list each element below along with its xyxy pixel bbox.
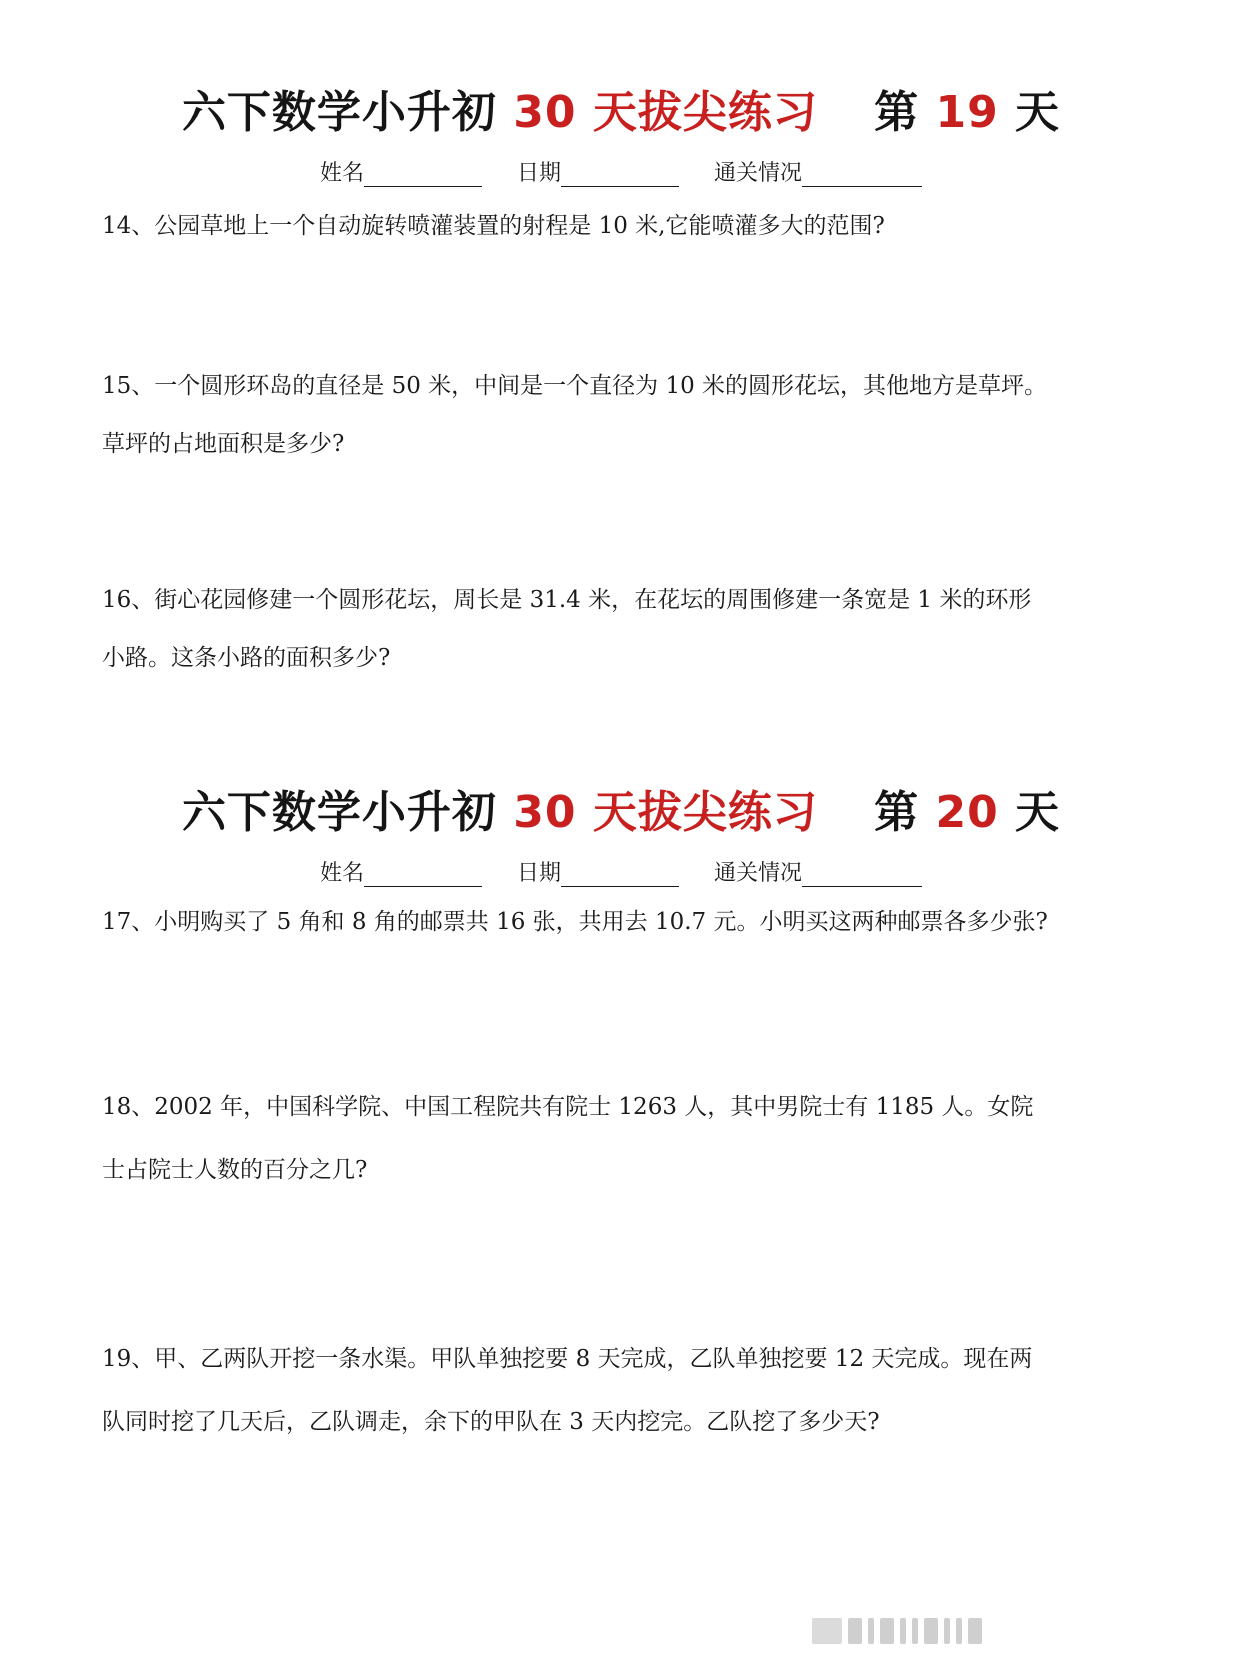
question-17 xyxy=(102,893,1152,951)
status-blank[interactable] xyxy=(802,164,922,187)
name-field xyxy=(320,156,482,187)
name-field xyxy=(320,856,482,887)
question-text: 17、小明购买了 5 角和 8 角的邮票共 16 张，共用去 10.7 元。小明买这两种邮票各多少张? xyxy=(102,909,1048,935)
question-text: 18、2002 年，中国科学院、中国工程院共有院士 1263 人，其中男院士有 1185 人。女院 xyxy=(102,1094,1034,1120)
worksheet-title-day19 xyxy=(0,76,1242,140)
watermark-mark xyxy=(848,1618,862,1644)
title-day-number: 20 xyxy=(935,787,999,838)
question-text-continued: 队同时挖了几天后，乙队调走，余下的甲队在 3 天内挖完。乙队挖了多少天? xyxy=(102,1409,880,1435)
title-day-number: 19 xyxy=(935,87,999,138)
watermark-mark xyxy=(912,1618,918,1644)
watermark-mark xyxy=(900,1618,906,1644)
name-label: 姓名 xyxy=(319,161,364,186)
question-text-continued: 小路。这条小路的面积多少? xyxy=(102,645,391,671)
watermark-logo xyxy=(812,1612,1162,1650)
title-day-prefix: 第 xyxy=(874,787,920,838)
title-day-prefix: 第 xyxy=(874,87,920,138)
watermark-mark xyxy=(944,1618,950,1644)
student-info-row xyxy=(0,156,1242,187)
name-label: 姓名 xyxy=(319,861,364,886)
question-text-continued: 士占院士人数的百分之几? xyxy=(102,1157,368,1183)
title-program: 30 天拔尖练习 xyxy=(513,87,818,138)
date-field xyxy=(517,156,679,187)
title-subject: 六下数学小升初 xyxy=(181,787,497,838)
question-15 xyxy=(102,357,1152,473)
watermark-mark xyxy=(868,1618,874,1644)
question-text: 15、一个圆形环岛的直径是 50 米，中间是一个直径为 10 米的圆形花坛，其他地方是草坪。 xyxy=(102,373,1048,399)
title-program: 30 天拔尖练习 xyxy=(513,787,818,838)
question-16 xyxy=(102,571,1152,687)
name-blank[interactable] xyxy=(364,864,482,887)
status-field xyxy=(714,156,922,187)
watermark-mark xyxy=(956,1618,962,1644)
watermark-mark xyxy=(924,1618,938,1644)
question-text-continued: 草坪的占地面积是多少? xyxy=(102,431,345,457)
status-field xyxy=(714,856,922,887)
question-text: 16、街心花园修建一个圆形花坛，周长是 31.4 米，在花坛的周围修建一条宽是 1 米的环形 xyxy=(102,587,1032,613)
title-day-suffix: 天 xyxy=(1015,787,1061,838)
watermark-mark xyxy=(880,1618,894,1644)
question-18 xyxy=(102,1076,1152,1202)
status-label: 通关情况 xyxy=(714,861,803,886)
date-field xyxy=(517,856,679,887)
question-19 xyxy=(102,1328,1152,1454)
date-blank[interactable] xyxy=(561,864,679,887)
date-blank[interactable] xyxy=(561,164,679,187)
name-blank[interactable] xyxy=(364,164,482,187)
question-14 xyxy=(102,196,1152,256)
status-label: 通关情况 xyxy=(714,161,803,186)
question-text: 14、公园草地上一个自动旋转喷灌装置的射程是 10 米,它能喷灌多大的范围? xyxy=(102,213,885,239)
title-subject: 六下数学小升初 xyxy=(181,87,497,138)
worksheet-title-day20 xyxy=(0,776,1242,840)
student-info-row xyxy=(0,856,1242,887)
watermark-mark xyxy=(968,1618,982,1644)
date-label: 日期 xyxy=(516,161,561,186)
status-blank[interactable] xyxy=(802,864,922,887)
title-day-suffix: 天 xyxy=(1015,87,1061,138)
date-label: 日期 xyxy=(516,861,561,886)
watermark-mark xyxy=(812,1618,842,1644)
question-text: 19、甲、乙两队开挖一条水渠。甲队单独挖要 8 天完成，乙队单独挖要 12 天完成。现在两 xyxy=(102,1346,1033,1372)
